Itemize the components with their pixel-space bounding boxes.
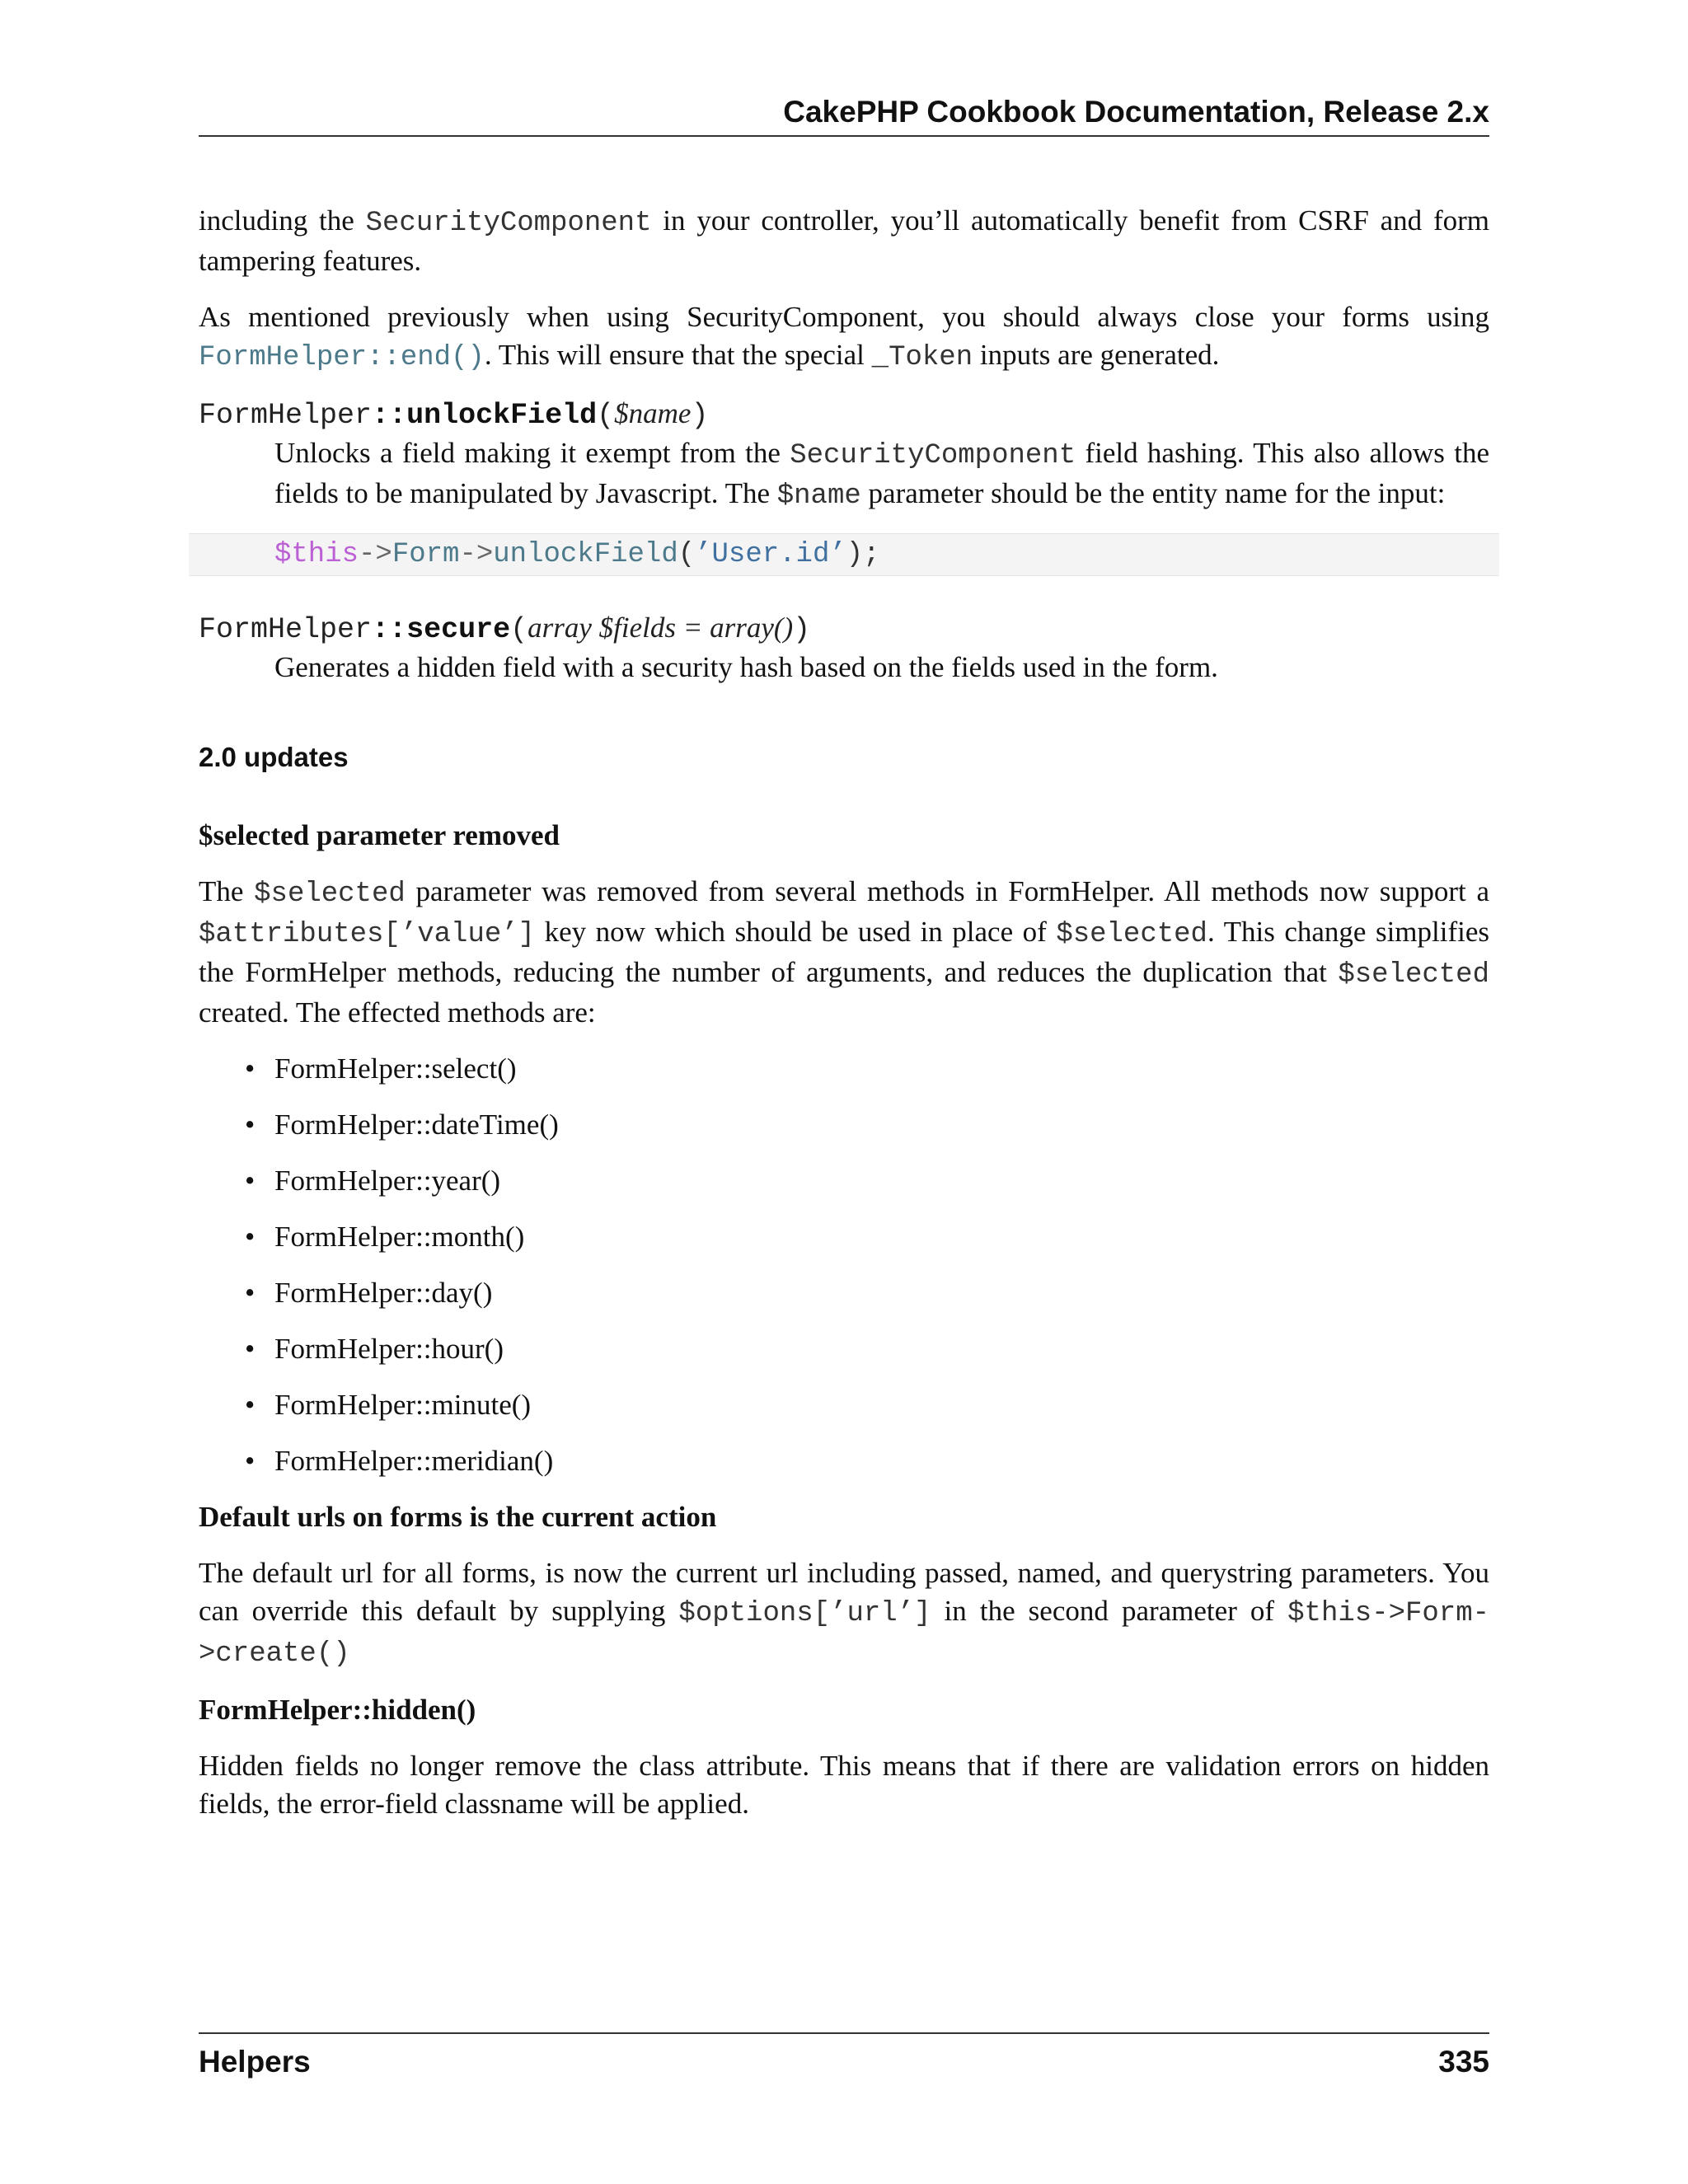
text-run: including the [199, 204, 366, 237]
list-item [199, 1442, 1489, 1480]
subheading-selected-removed: $selected parameter removed [199, 819, 560, 851]
bullet-icon: • [245, 1221, 256, 1253]
text-run: Unlocks a field making it exempt from the [274, 437, 790, 469]
intro-paragraph-2 [199, 298, 1489, 377]
sig-paren: ) [691, 399, 709, 432]
text-run: in your controller, you’ll automatically benefit from CSRF and form tampering features. [199, 204, 1490, 277]
text-run: parameter was removed from several methods in FormHelper. All methods now support a [405, 875, 1489, 907]
subheading-default-urls: Default urls on forms is the current action [199, 1501, 717, 1533]
list-item-text: FormHelper::select() [274, 1052, 517, 1085]
list-item [199, 1386, 1489, 1424]
inline-code: $attributes[’value’] [199, 919, 536, 950]
list-item [199, 1106, 1489, 1144]
list-item [199, 1330, 1489, 1368]
document-page [199, 0, 1489, 2184]
bullet-icon: • [245, 1165, 256, 1197]
affected-methods-list [199, 1050, 1489, 1480]
sig-sep: :: [372, 399, 407, 432]
subheading-hidden: FormHelper::hidden() [199, 1694, 476, 1726]
formhelper-end-link[interactable]: FormHelper::end() [199, 342, 485, 373]
sig-paren: ( [510, 613, 528, 646]
selected-paragraph [199, 873, 1489, 1032]
text-run: The default url for all forms, is now the current url including passed, named, and querystring parameters. You can override this default by supplying [199, 1557, 1489, 1627]
list-item [199, 1162, 1489, 1200]
text-run: inputs are generated. [973, 339, 1220, 371]
text-run: The [199, 875, 255, 907]
list-item-text: FormHelper::dateTime() [274, 1108, 559, 1141]
hidden-paragraph: Hidden fields no longer remove the class attribute. This means that if there are validation errors on hidden fields, the error-field classname will be applied. [199, 1750, 1489, 1820]
list-item [199, 1274, 1489, 1312]
code-token: unlockField [493, 539, 678, 570]
inline-code: $options[’url’] [678, 1598, 931, 1629]
bullet-icon: • [245, 1108, 256, 1141]
intro-paragraph-1 [199, 202, 1489, 280]
running-footer [199, 2032, 1489, 2082]
inline-code: SecurityComponent [365, 208, 652, 239]
text-run: As mentioned previously when using SecurityComponent, you should always close your forms using [199, 301, 1489, 333]
footer-section-title: Helpers [199, 2045, 311, 2079]
code-token: ’User.id’ [695, 539, 846, 570]
list-item-text: FormHelper::minute() [274, 1389, 532, 1421]
page-number: 335 [1438, 2045, 1489, 2079]
sig-method: secure [406, 613, 511, 646]
sig-sep: :: [372, 613, 407, 646]
text-run: key now which should be used in place of [535, 916, 1057, 948]
text-run: created. The effected methods are: [199, 996, 596, 1029]
secure-description: Generates a hidden field with a security hash based on the fields used in the form. [274, 651, 1218, 683]
header-title: CakePHP Cookbook Documentation, Release 2.x [783, 95, 1489, 129]
text-run: parameter should be the entity name for the input: [860, 477, 1446, 509]
inline-code: $selected [1338, 959, 1489, 991]
text-run: in the second parameter of [931, 1595, 1288, 1627]
text-run: . This will ensure that the special [484, 339, 872, 371]
default-urls-paragraph [199, 1554, 1489, 1673]
running-header [199, 92, 1489, 137]
sig-paren: ) [793, 613, 811, 646]
code-token: Form [392, 539, 460, 570]
sig-class: FormHelper [199, 613, 373, 646]
inline-code: $this->Form->create() [199, 1598, 1489, 1670]
unlockfield-signature [199, 395, 1489, 434]
inline-code: _Token [871, 342, 973, 373]
section-heading-2-0-updates: 2.0 updates [199, 742, 349, 772]
inline-code: $name [776, 480, 861, 512]
bullet-icon: • [245, 1277, 256, 1309]
page-content [199, 202, 1489, 1823]
list-item [199, 1218, 1489, 1256]
inline-code: $selected [1056, 919, 1207, 950]
unlockfield-description [274, 434, 1489, 515]
inline-code: SecurityComponent [790, 440, 1076, 471]
secure-signature [199, 609, 1489, 649]
code-token: ( [678, 539, 696, 570]
list-item [199, 1050, 1489, 1088]
code-token: -> [359, 539, 392, 570]
list-item-text: FormHelper::month() [274, 1221, 525, 1253]
text-run: field hashing. This also allows the fields to be manipulated by Javascript. The [274, 437, 1489, 509]
inline-code: $selected [254, 879, 406, 910]
sig-param: $name [614, 397, 692, 429]
list-item-text: FormHelper::meridian() [274, 1445, 554, 1477]
code-token: ); [846, 539, 880, 570]
bullet-icon: • [245, 1333, 256, 1365]
bullet-icon: • [245, 1052, 256, 1085]
list-item-text: FormHelper::day() [274, 1277, 493, 1309]
sig-paren: ( [597, 399, 615, 432]
code-example-block [189, 533, 1499, 576]
list-item-text: FormHelper::hour() [274, 1333, 504, 1365]
code-token: -> [459, 539, 494, 570]
sig-method: unlockField [406, 399, 598, 432]
sig-class: FormHelper [199, 399, 373, 432]
bullet-icon: • [245, 1445, 256, 1477]
text-run: . This change simplifies the FormHelper methods, reducing the number of arguments, and reduces the duplication that [199, 916, 1489, 988]
code-token: $this [274, 539, 359, 570]
bullet-icon: • [245, 1389, 256, 1421]
sig-param: array $fields = array() [528, 612, 794, 644]
list-item-text: FormHelper::year() [274, 1165, 501, 1197]
